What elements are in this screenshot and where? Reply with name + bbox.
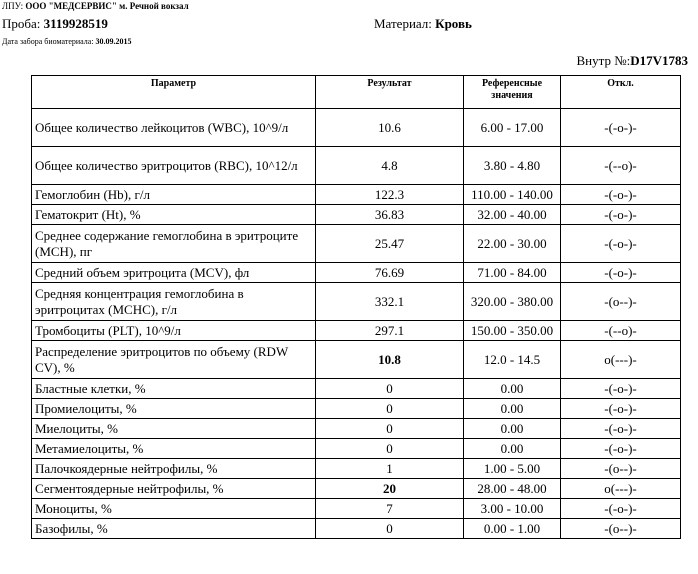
result-cell: 10.6 [316,109,464,147]
reference-cell: 71.00 - 84.00 [464,263,561,283]
param-cell: Метамиелоциты, % [32,439,316,459]
deviation-cell: -(-o-)- [561,205,681,225]
table-row [32,185,681,205]
result-cell: 332.1 [316,283,464,321]
collection-date-line [2,37,132,47]
table-row [32,321,681,341]
internal-number-line [576,53,688,69]
deviation-cell: -(--o)- [561,147,681,185]
result-cell: 122.3 [316,185,464,205]
param-cell: Средняя концентрация гемоглобина в эритроцитах (MCHC), г/л [32,283,316,321]
param-cell: Среднее содержание гемоглобина в эритроците (MCH), пг [32,225,316,263]
deviation-cell: -(o--)- [561,519,681,539]
deviation-cell: o(---)- [561,341,681,379]
result-cell-flagged: 20 [316,479,464,499]
result-cell: 297.1 [316,321,464,341]
table-row [32,499,681,519]
sample-label: Проба: [2,16,44,31]
deviation-cell: -(o--)- [561,459,681,479]
material-value: Кровь [435,16,472,31]
deviation-cell: -(-o-)- [561,225,681,263]
column-header-parameter: Параметр [32,76,316,109]
internal-number-value: D17V1783 [630,53,688,68]
table-row [32,283,681,321]
deviation-cell: -(-o-)- [561,109,681,147]
deviation-cell: -(--o)- [561,321,681,341]
table-row [32,109,681,147]
param-cell: Средний объем эритроцита (MCV), фл [32,263,316,283]
reference-cell: 0.00 [464,399,561,419]
result-cell-flagged: 10.8 [316,341,464,379]
column-header-deviation: Откл. [561,76,681,109]
deviation-cell: -(-o-)- [561,499,681,519]
table-row [32,479,681,499]
result-cell: 76.69 [316,263,464,283]
table-row [32,263,681,283]
param-cell: Бластные клетки, % [32,379,316,399]
reference-cell: 110.00 - 140.00 [464,185,561,205]
lpu-value: ООО "МЕДСЕРВИС" м. Речной вокзал [25,1,189,11]
reference-cell: 150.00 - 350.00 [464,321,561,341]
table-row [32,459,681,479]
reference-cell: 6.00 - 17.00 [464,109,561,147]
material-line [374,16,472,32]
param-cell: Миелоциты, % [32,419,316,439]
table-row [32,399,681,419]
table-row [32,205,681,225]
param-cell: Распределение эритроцитов по объему (RDW CV), % [32,341,316,379]
result-cell: 0 [316,399,464,419]
table-row [32,341,681,379]
deviation-cell: -(-o-)- [561,419,681,439]
material-label: Материал: [374,16,436,31]
table-row [32,519,681,539]
result-cell: 0 [316,419,464,439]
reference-cell: 320.00 - 380.00 [464,283,561,321]
param-cell: Моноциты, % [32,499,316,519]
param-cell: Промиелоциты, % [32,399,316,419]
reference-cell: 28.00 - 48.00 [464,479,561,499]
param-cell: Сегментоядерные нейтрофилы, % [32,479,316,499]
deviation-cell: -(-o-)- [561,399,681,419]
reference-cell: 3.80 - 4.80 [464,147,561,185]
table-header-row [32,76,681,109]
reference-cell: 0.00 [464,379,561,399]
column-header-result: Результат [316,76,464,109]
table-row [32,419,681,439]
deviation-cell: -(o--)- [561,283,681,321]
sample-number: 3119928519 [43,16,108,31]
deviation-cell: -(-o-)- [561,185,681,205]
table-row [32,225,681,263]
param-cell: Палочкоядерные нейтрофилы, % [32,459,316,479]
result-cell: 0 [316,379,464,399]
sample-line [2,16,108,32]
deviation-cell: -(-o-)- [561,263,681,283]
result-cell: 25.47 [316,225,464,263]
param-cell: Гематокрит (Ht), % [32,205,316,225]
deviation-cell: -(-o-)- [561,379,681,399]
reference-cell: 3.00 - 10.00 [464,499,561,519]
result-cell: 0 [316,439,464,459]
collection-date-label: Дата забора биоматериала: [2,37,96,46]
reference-cell: 0.00 [464,419,561,439]
result-cell: 1 [316,459,464,479]
lpu-line [2,1,189,12]
reference-cell: 0.00 [464,439,561,459]
param-cell: Базофилы, % [32,519,316,539]
deviation-cell: -(-o-)- [561,439,681,459]
reference-cell: 0.00 - 1.00 [464,519,561,539]
reference-cell: 22.00 - 30.00 [464,225,561,263]
result-cell: 36.83 [316,205,464,225]
lpu-label: ЛПУ: [2,1,26,11]
result-cell: 4.8 [316,147,464,185]
collection-date-value: 30.09.2015 [95,37,132,46]
results-table [31,75,681,539]
param-cell: Тромбоциты (PLT), 10^9/л [32,321,316,341]
reference-cell: 1.00 - 5.00 [464,459,561,479]
table-row [32,147,681,185]
internal-number-label: Внутр №: [576,53,631,68]
reference-cell: 12.0 - 14.5 [464,341,561,379]
result-cell: 0 [316,519,464,539]
deviation-cell: o(---)- [561,479,681,499]
column-header-reference: Референсные значения [464,76,561,109]
result-cell: 7 [316,499,464,519]
table-row [32,439,681,459]
reference-cell: 32.00 - 40.00 [464,205,561,225]
param-cell: Гемоглобин (Hb), г/л [32,185,316,205]
table-row [32,379,681,399]
param-cell: Общее количество эритроцитов (RBC), 10^12/л [32,147,316,185]
param-cell: Общее количество лейкоцитов (WBC), 10^9/л [32,109,316,147]
